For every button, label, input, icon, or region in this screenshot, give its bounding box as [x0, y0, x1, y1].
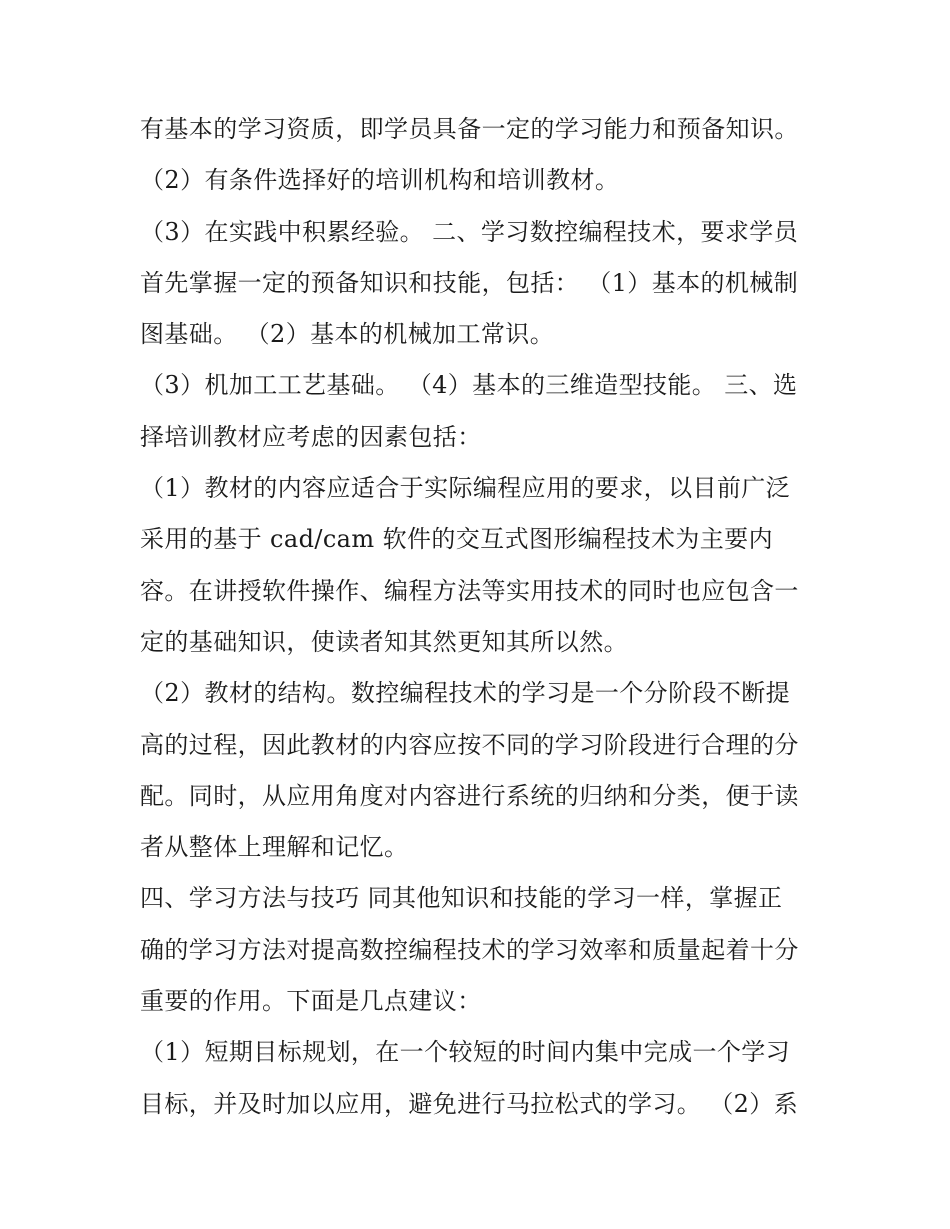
body-text [140, 104, 820, 1130]
text-line: 首先掌握一定的预备知识和技能，包括： （1）基本的机械制 [140, 268, 799, 297]
text-line: （2）教材的结构。数控编程技术的学习是一个分阶段不断提 [140, 679, 791, 708]
text-line: 重要的作用。下面是几点建议： [140, 987, 482, 1016]
text-line: （3）在实践中积累经验。 二、学习数控编程技术，要求学员 [140, 217, 799, 246]
text-line: 采用的基于 cad/cam 软件的交互式图形编程技术为主要内 [140, 525, 773, 554]
text-line: 高的过程，因此教材的内容应按不同的学习阶段进行合理的分 [140, 730, 799, 759]
text-line: 目标，并及时加以应用，避免进行马拉松式的学习。 （2）系 [140, 1089, 799, 1118]
text-line: 容。在讲授软件操作、编程方法等实用技术的同时也应包含一 [140, 576, 799, 605]
text-line: （1）短期目标规划，在一个较短的时间内集中完成一个学习 [140, 1038, 791, 1067]
text-line: 确的学习方法对提高数控编程技术的学习效率和质量起着十分 [140, 935, 799, 964]
text-line: （1）教材的内容应适合于实际编程应用的要求，以目前广泛 [140, 474, 791, 503]
text-line: 图基础。 （2）基本的机械加工常识。 [140, 320, 555, 349]
text-line: 有基本的学习资质，即学员具备一定的学习能力和预备知识。 [140, 115, 799, 143]
text-line: 定的基础知识，使读者知其然更知其所以然。 [140, 627, 628, 656]
text-line: 四、学习方法与技巧 同其他知识和技能的学习一样，掌握正 [140, 884, 783, 913]
text-line: （2）有条件选择好的培训机构和培训教材。 [140, 166, 620, 195]
text-line: （3）机加工工艺基础。 （4）基本的三维造型技能。 三、选 [140, 371, 798, 400]
text-line: 配。同时，从应用角度对内容进行系统的归纳和分类，便于读 [140, 781, 799, 810]
text-line: 者从整体上理解和记忆。 [140, 833, 409, 862]
text-line: 择培训教材应考虑的因素包括： [140, 422, 482, 451]
